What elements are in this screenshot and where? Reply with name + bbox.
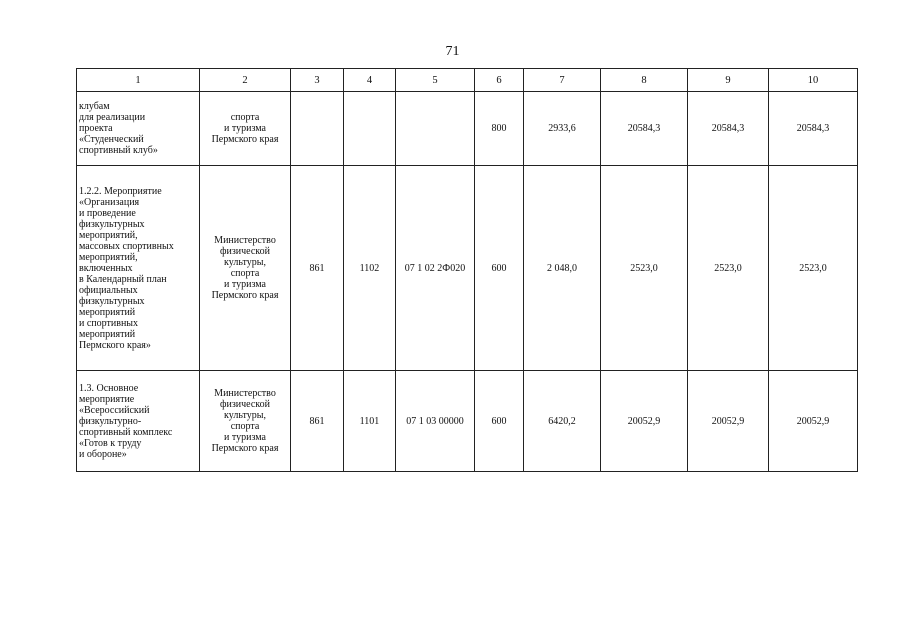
table-header-row <box>77 69 858 92</box>
col8-cell: 20584,3 <box>601 92 688 166</box>
activity-name-cell: 1.3. Основное мероприятие «Всероссийский физкультурно- спортивный комплекс «Готов к труду и обороне» <box>77 371 200 472</box>
activity-name-cell: клубам для реализации проекта «Студенческий спортивный клуб» <box>77 92 200 166</box>
header-cell-7: 7 <box>524 69 601 92</box>
col10-cell: 20584,3 <box>769 92 858 166</box>
col7-cell: 6420,2 <box>524 371 601 472</box>
header-cell-4: 4 <box>344 69 396 92</box>
table-row <box>77 92 858 166</box>
col6-cell: 600 <box>475 371 524 472</box>
col3-cell: 861 <box>291 166 344 371</box>
executor-cell: Министерство физической культуры, спорта и туризма Пермского края <box>200 371 291 472</box>
col3-cell <box>291 92 344 166</box>
col6-cell: 600 <box>475 166 524 371</box>
col4-cell: 1102 <box>344 166 396 371</box>
col7-cell: 2933,6 <box>524 92 601 166</box>
col8-cell: 20052,9 <box>601 371 688 472</box>
col10-cell: 20052,9 <box>769 371 858 472</box>
header-cell-5: 5 <box>396 69 475 92</box>
col9-cell: 20584,3 <box>688 92 769 166</box>
col10-cell: 2523,0 <box>769 166 858 371</box>
col5-cell: 07 1 02 2Ф020 <box>396 166 475 371</box>
header-cell-8: 8 <box>601 69 688 92</box>
col5-cell: 07 1 03 00000 <box>396 371 475 472</box>
col7-cell: 2 048,0 <box>524 166 601 371</box>
budget-table <box>76 68 858 472</box>
table-row <box>77 371 858 472</box>
col4-cell <box>344 92 396 166</box>
col6-cell: 800 <box>475 92 524 166</box>
header-cell-9: 9 <box>688 69 769 92</box>
col5-cell <box>396 92 475 166</box>
executor-cell: Министерство физической культуры, спорта и туризма Пермского края <box>200 166 291 371</box>
col9-cell: 20052,9 <box>688 371 769 472</box>
col8-cell: 2523,0 <box>601 166 688 371</box>
header-cell-3: 3 <box>291 69 344 92</box>
col3-cell: 861 <box>291 371 344 472</box>
col9-cell: 2523,0 <box>688 166 769 371</box>
executor-cell: спорта и туризма Пермского края <box>200 92 291 166</box>
header-cell-1: 1 <box>77 69 200 92</box>
header-cell-10: 10 <box>769 69 858 92</box>
header-cell-6: 6 <box>475 69 524 92</box>
page-number: 71 <box>445 44 460 59</box>
header-cell-2: 2 <box>200 69 291 92</box>
activity-name-cell: 1.2.2. Мероприятие «Организация и проведение физкультурных мероприятий, массовых спортивных мероприятий, включенных в Календарный план официальных физкультурных мероприятий и спортивных мероприятий Пермского края» <box>77 166 200 371</box>
col4-cell: 1101 <box>344 371 396 472</box>
table-row <box>77 166 858 371</box>
